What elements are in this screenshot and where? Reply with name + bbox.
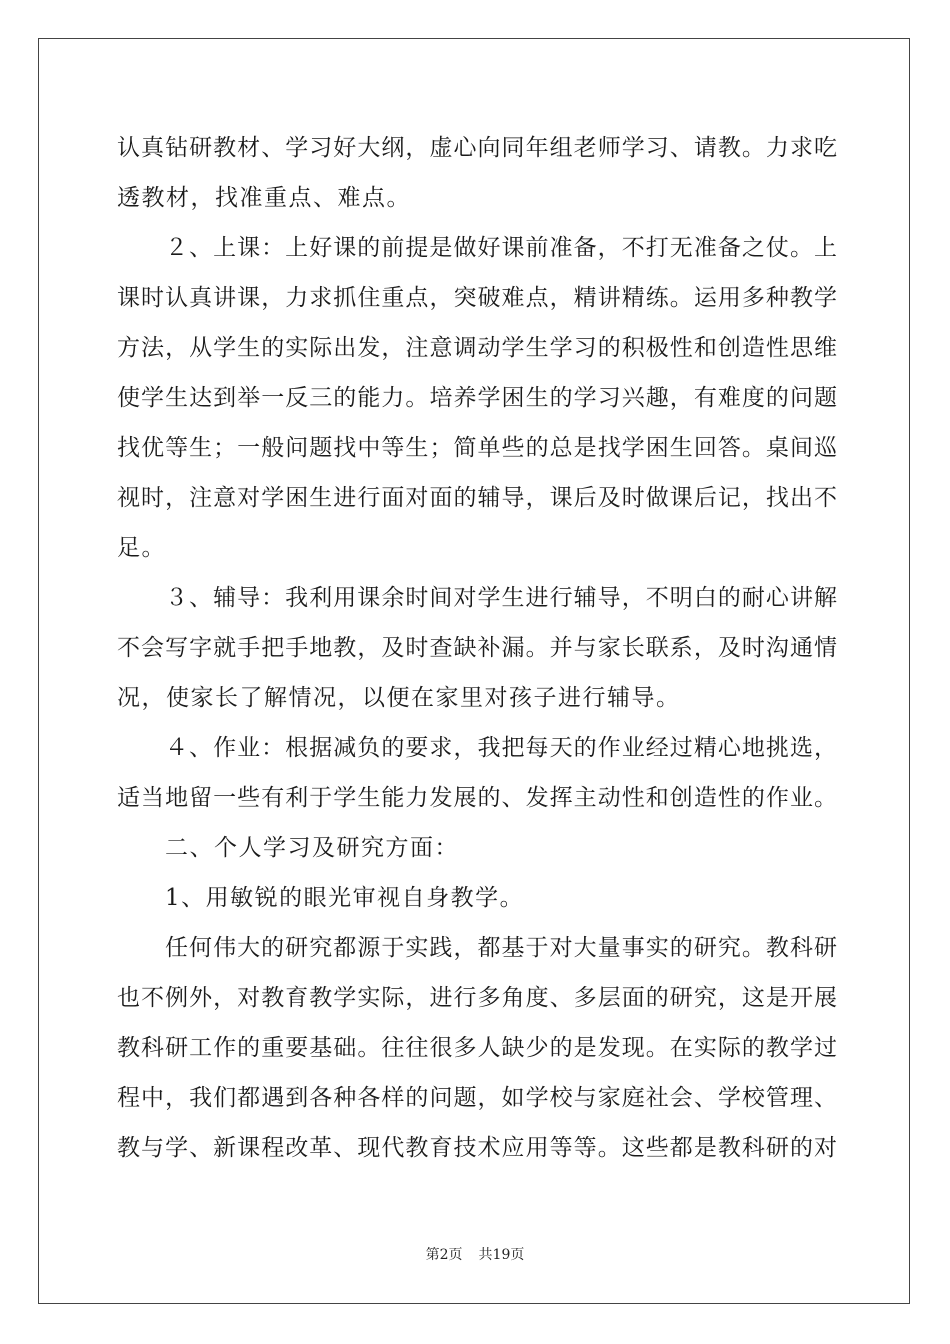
page-footer <box>0 1245 950 1265</box>
text-line: ３、辅导：我利用课余时间对学生进行辅导，不明白的耐心讲解 <box>165 585 837 611</box>
text-line: 程中，我们都遇到各种各样的问题，如学校与家庭社会、学校管理、 <box>117 1085 837 1111</box>
text-line: 1、用敏锐的眼光审视自身教学。 <box>165 885 525 911</box>
page-number: 第2页 <box>425 1247 463 1263</box>
text-line: 适当地留一些有利于学生能力发展的、发挥主动性和创造性的作业。 <box>117 785 837 811</box>
text-line: 使学生达到举一反三的能力。培养学困生的学习兴趣，有难度的问题 <box>117 385 837 411</box>
text-line: 方法，从学生的实际出发，注意调动学生学习的积极性和创造性思维 <box>117 335 837 361</box>
text-line: 不会写字就手把手地教，及时查缺补漏。并与家长联系，及时沟通情 <box>117 635 837 661</box>
page-total: 共19页 <box>478 1247 525 1263</box>
text-line: 视时，注意对学困生进行面对面的辅导，课后及时做课后记，找出不 <box>117 485 837 511</box>
text-line: ２、上课：上好课的前提是做好课前准备，不打无准备之仗。上 <box>165 235 837 261</box>
text-line: 教与学、新课程改革、现代教育技术应用等等。这些都是教科研的对 <box>117 1135 837 1161</box>
text-line: 况，使家长了解情况，以便在家里对孩子进行辅导。 <box>117 685 681 711</box>
text-line: 任何伟大的研究都源于实践，都基于对大量事实的研究。教科研 <box>165 935 837 961</box>
text-line: 透教材，找准重点、难点。 <box>117 185 411 211</box>
text-line: 足。 <box>117 535 166 561</box>
text-line: ４、作业：根据减负的要求，我把每天的作业经过精心地挑选， <box>165 735 837 761</box>
text-line: 课时认真讲课，力求抓住重点，突破难点，精讲精练。运用多种教学 <box>117 285 837 311</box>
text-line: 教科研工作的重要基础。往往很多人缺少的是发现。在实际的教学过 <box>117 1035 837 1061</box>
text-line: 二、个人学习及研究方面： <box>165 835 459 861</box>
document-body <box>117 123 837 1173</box>
text-line: 也不例外，对教育教学实际，进行多角度、多层面的研究，这是开展 <box>117 985 837 1011</box>
text-line: 认真钻研教材、学习好大纲，虚心向同年组老师学习、请教。力求吃 <box>117 135 837 161</box>
text-line: 找优等生；一般问题找中等生；简单些的总是找学困生回答。桌间巡 <box>117 435 837 461</box>
